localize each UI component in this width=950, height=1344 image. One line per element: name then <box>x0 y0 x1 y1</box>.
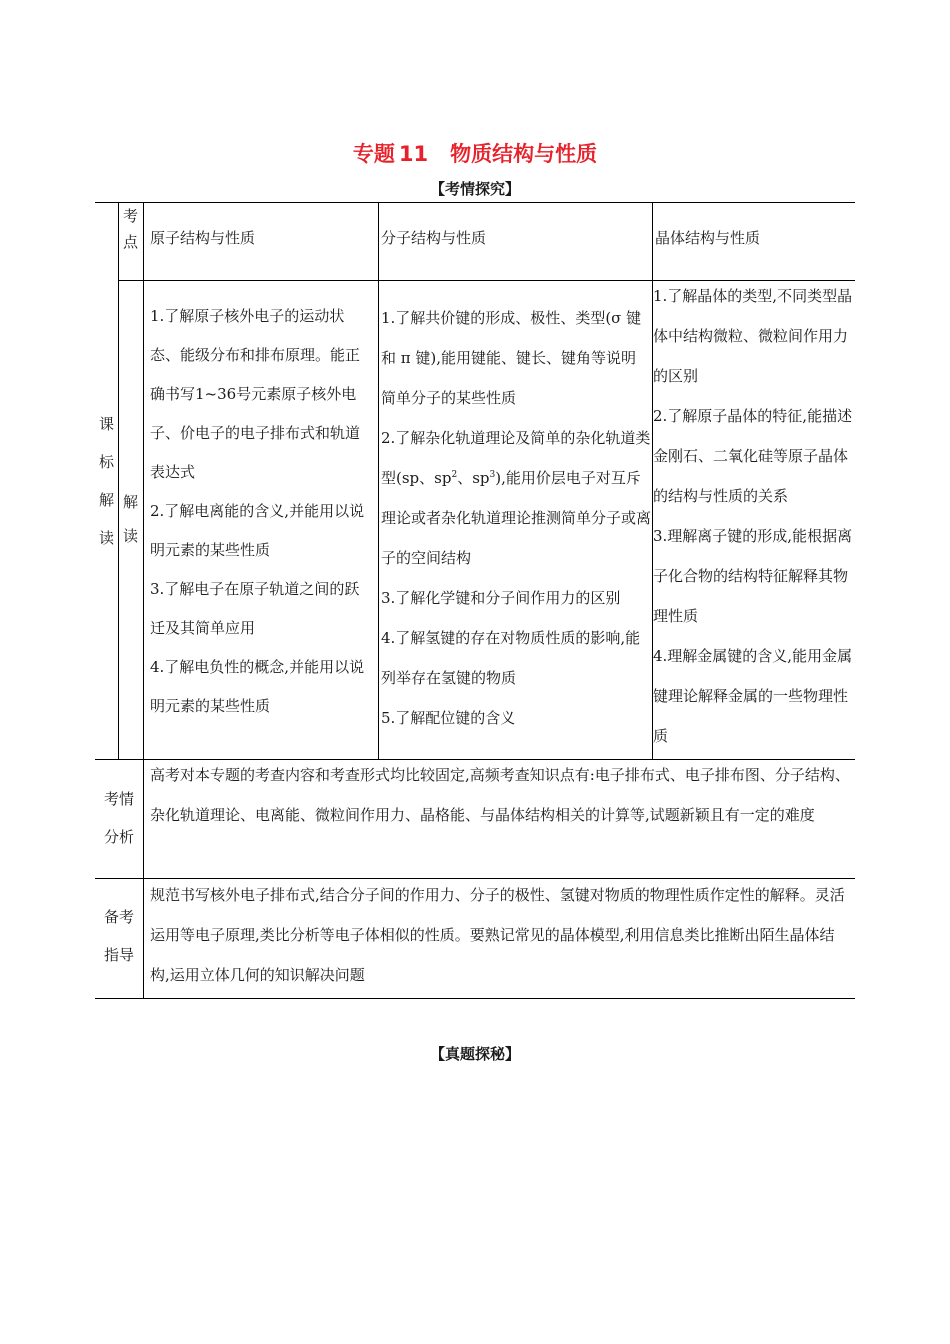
list-item: 2.了解电离能的含义,并能用以说明元素的某些性质 <box>150 502 365 559</box>
list-item: 1.了解共价键的形成、极性、类型(σ 键和 π 键),能用键能、键长、键角等说明简单分子的某些性质 <box>381 309 642 407</box>
title-number: 11 <box>398 142 429 166</box>
header-molecular-structure: 分子结构与性质 <box>381 229 487 247</box>
title-text: 物质结构与性质 <box>450 142 598 166</box>
list-item: 1.了解晶体的类型,不同类型晶体中结构微粒、微粒间作用力的区别 <box>653 287 853 385</box>
list-item: 3.了解电子在原子轨道之间的跃迁及其简单应用 <box>150 580 360 637</box>
beikao-zhidao-label: 备考 指导 <box>103 908 134 964</box>
page-title <box>0 138 950 168</box>
header-crystal-structure: 晶体结构与性质 <box>655 229 761 247</box>
list-item: 4.理解金属键的含义,能用金属键理论解释金属的一些物理性质 <box>653 647 853 745</box>
jiedu-label: 解 读 <box>122 493 138 545</box>
kaoqing-fenxi-label: 考情 分析 <box>103 790 134 846</box>
crystal-structure-list <box>653 276 855 756</box>
kebiao-jiedu-label: 课 标 解 读 <box>98 415 114 547</box>
list-item: 3.了解化学键和分子间作用力的区别 <box>381 589 621 607</box>
list-item: 5.了解配位键的含义 <box>381 709 516 727</box>
list-item: 4.了解电负性的概念,并能用以说明元素的某些性质 <box>150 658 365 715</box>
list-item: 1.了解原子核外电子的运动状态、能级分布和排布原理。能正确书写1~36号元素原子核外电子、价电子的电子排布式和轨道表达式 <box>150 307 361 481</box>
section-heading-real-exam: 【真题探秘】 <box>429 1045 520 1063</box>
kaodian-label: 考 点 <box>122 207 138 251</box>
table-col-rule <box>378 202 379 759</box>
atomic-structure-list <box>150 297 372 726</box>
title-prefix: 专题 <box>352 142 395 166</box>
list-item: 2.了解杂化轨道理论及简单的杂化轨道类型(sp、$sp^2$、$sp^3$),能用价层电子对互斥理论或者杂化轨道理论推测简单分子或离子的空间结构 <box>381 429 652 567</box>
molecular-structure-list <box>381 298 651 738</box>
list-item: 4.了解氢键的存在对物质性质的影响,能列举存在氢键的物质 <box>381 629 641 687</box>
table-col-rule <box>118 202 119 759</box>
list-item: 2.了解原子晶体的特征,能描述金刚石、二氧化硅等原子晶体的结构与性质的关系 <box>653 407 853 505</box>
beikao-zhidao-text: 规范书写核外电子排布式,结合分子间的作用力、分子的极性、氢键对物质的物理性质作定性的解释。灵活运用等电子原理,类比分析等电子体相似的性质。要熟记常见的晶体模型,利用信息类比推断出陌生晶体结构,运用立体几何的知识解决问题 <box>150 886 845 984</box>
list-item: 3.理解离子键的形成,能根据离子化合物的结构特征解释其物理性质 <box>653 527 853 625</box>
table-top-border <box>95 202 855 203</box>
kaoqing-fenxi-text: 高考对本专题的考查内容和考查形式均比较固定,高频考查知识点有:电子排布式、电子排布图、分子结构、杂化轨道理论、电离能、微粒间作用力、晶格能、与晶体结构相关的计算等,试题新颖且有一定的难度 <box>150 766 850 824</box>
table-bottom-border <box>95 998 855 999</box>
header-atomic-structure: 原子结构与性质 <box>150 229 256 247</box>
table-col-rule <box>143 202 144 998</box>
section-heading-exam-analysis: 【考情探究】 <box>429 180 520 198</box>
